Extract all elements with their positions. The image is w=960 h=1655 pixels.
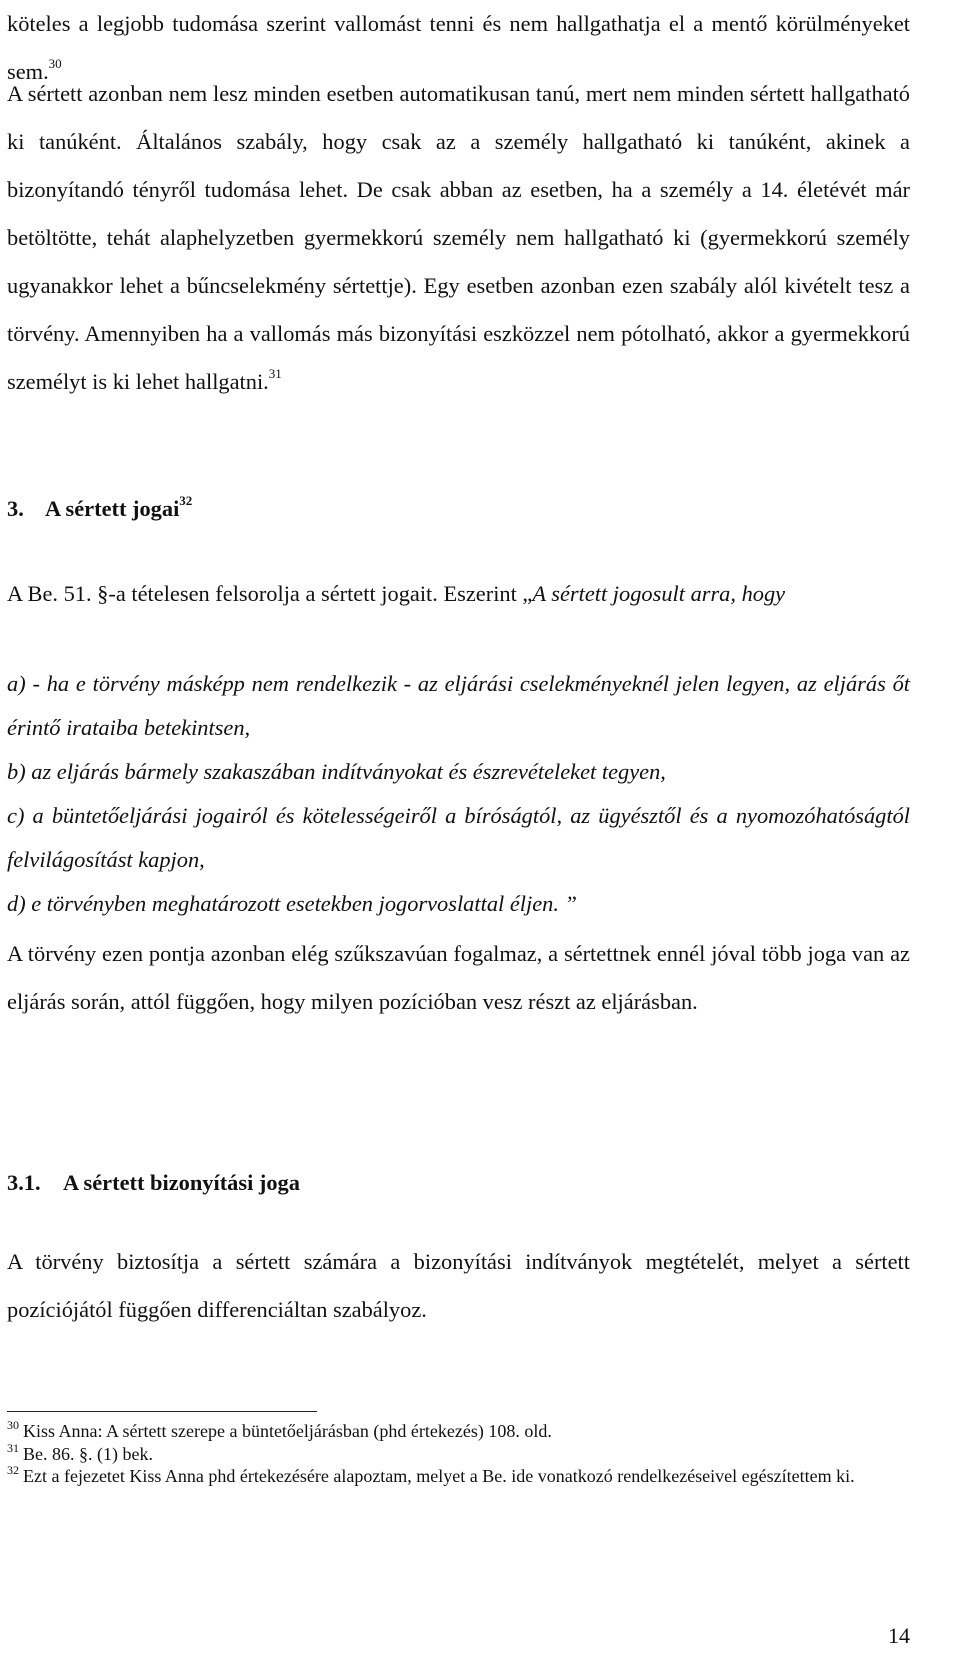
- footnote-separator: [7, 1411, 317, 1412]
- section-title: A sértett jogai: [45, 496, 180, 521]
- footnote-text: Kiss Anna: A sértett szerepe a büntetőeljárásban (phd értekezés) 108. old.: [23, 1421, 552, 1441]
- paragraph-rights-intro: [7, 570, 910, 618]
- footnote-text: Ezt a fejezetet Kiss Anna phd értekezésére alapoztam, melyet a Be. ide vonatkozó rendelkezéseivel egészítettem ki.: [23, 1466, 855, 1486]
- footnote-item: [7, 1440, 910, 1466]
- footnote-ref-31[interactable]: 31: [268, 366, 282, 381]
- list-item: d) e törvényben meghatározott esetekben jogorvoslattal éljen. ”: [7, 891, 577, 916]
- list-item: a) - ha e törvény másképp nem rendelkezik - az eljárási cselekményeknél jelen legyen, az eljárás őt érintő irataiba betekintsen,: [7, 671, 910, 740]
- footnote-number: 32: [7, 1463, 19, 1477]
- paragraph-witness-rule: [7, 70, 910, 406]
- paragraph-text: köteles a legjobb tudomása szerint vallomást tenni és nem hallgathatja el a mentő körülményeket sem.: [7, 11, 910, 84]
- section-number: 3.: [7, 496, 24, 521]
- section-heading-3: [7, 494, 192, 524]
- footnote-item: [7, 1420, 910, 1443]
- paragraph-text: A sértett azonban nem lesz minden esetben automatikusan tanú, mert nem minden sértett hallgatható ki tanúként. Általános szabály, hogy csak az a személy hallgatható ki tanúként, akinek a bizonyítandó tényről tudomása lehet. De csak abban az esetben, ha a személy a 14. életévét már betöltötte, tehát alaphelyzetben gyermekkorú személy nem hallgatható ki (gyermekkorú személy ugyanakkor lehet a bűncselekmény sértettje). Egy esetben azonban ezen szabály alól kivételt tesz a törvény. Amennyiben ha a vallomás más bizonyítási eszközzel nem pótolható, akkor a gyermekkorú személyt is ki lehet hallgatni.: [7, 81, 910, 394]
- section-title: A sértett bizonyítási joga: [63, 1170, 300, 1195]
- footnote-ref-32[interactable]: 32: [179, 493, 193, 508]
- footnote-number: 31: [7, 1440, 19, 1455]
- paragraph-text: A törvény ezen pontja azonban elég szűkszavúan fogalmaz, a sértettnek ennél jóval több joga van az eljárás során, attól függően, hogy milyen pozícióban vesz részt az eljárásban.: [7, 941, 910, 1014]
- footnote-item: [7, 1465, 910, 1488]
- quoted-text: A sértett jogosult arra, hogy: [532, 581, 786, 606]
- paragraph-evidence-right: [7, 1238, 910, 1334]
- footnote-text: Be. 86. §. (1) bek.: [23, 1443, 153, 1464]
- section-heading-3-1: [7, 1168, 300, 1198]
- list-item: c) a büntetőeljárási jogairól és kötelességeiről a bíróságtól, az ügyésztől és a nyomozóhatóságtól felvilágosítást kapjon,: [7, 803, 910, 872]
- page-number: 14: [888, 1623, 910, 1648]
- footnote-list: [7, 1420, 910, 1488]
- footnote-number: 30: [7, 1418, 19, 1432]
- paragraph-text: A Be. 51. §-a tételesen felsorolja a sértett jogait. Eszerint „: [7, 581, 533, 606]
- paragraph-commentary: [7, 930, 910, 1026]
- section-number: 3.1.: [7, 1170, 41, 1195]
- footnote-ref-30[interactable]: 30: [48, 56, 62, 71]
- list-item: b) az eljárás bármely szakaszában indítványokat és észrevételeket tegyen,: [7, 759, 666, 784]
- rights-list: [7, 662, 910, 926]
- paragraph-text: A törvény biztosítja a sértett számára a bizonyítási indítványok megtételét, melyet a sértett pozíciójától függően differenciáltan szabályoz.: [7, 1249, 910, 1322]
